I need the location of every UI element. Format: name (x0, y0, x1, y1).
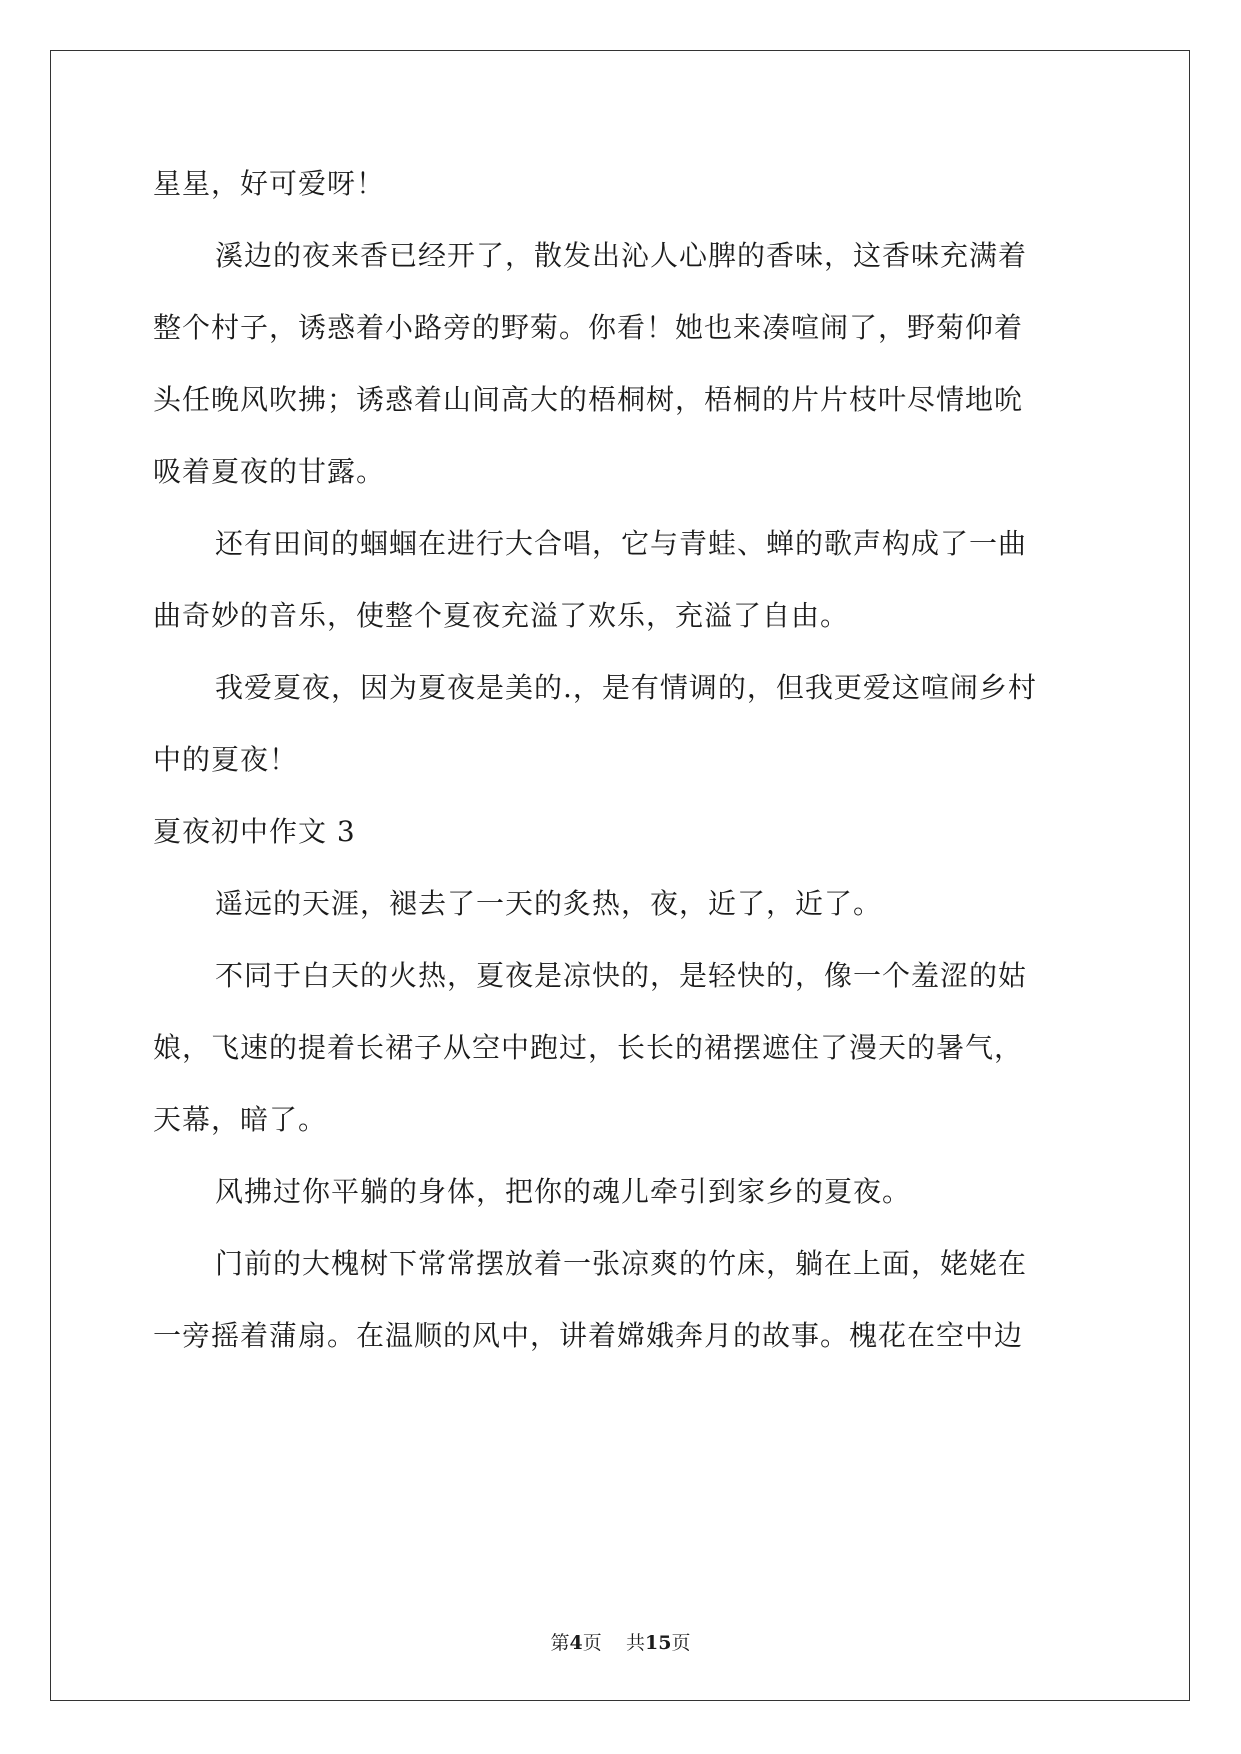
page-footer (0, 1631, 1241, 1655)
body-line: 天幕，暗了。 (153, 1103, 328, 1136)
body-line: 溪边的夜来香已经开了，散发出沁人心脾的香味，这香味充满着 (215, 239, 1028, 272)
body-line: 一旁摇着蒲扇。在温顺的风中，讲着嫦娥奔月的故事。槐花在空中边 (153, 1319, 1024, 1352)
body-line: 吸着夏夜的甘露。 (153, 455, 386, 488)
body-line: 门前的大槐树下常常摆放着一张凉爽的竹床，躺在上面，姥姥在 (215, 1247, 1028, 1280)
body-line: 遥远的天涯，褪去了一天的炙热，夜，近了，近了。 (215, 887, 883, 920)
body-line: 还有田间的蝈蝈在进行大合唱，它与青蛙、蝉的歌声构成了一曲 (215, 527, 1028, 560)
body-line: 风拂过你平躺的身体，把你的魂儿牵引到家乡的夏夜。 (215, 1175, 912, 1208)
current-page-number: 4 (569, 1632, 583, 1654)
footer-prefix: 第 (550, 1632, 570, 1654)
body-line: 不同于白天的火热，夏夜是凉快的，是轻快的，像一个羞涩的姑 (215, 959, 1028, 992)
page-border (50, 50, 1190, 1701)
footer-total-prefix: 共 (625, 1632, 645, 1654)
footer-page-suffix: 页 (582, 1632, 602, 1654)
section-heading: 夏夜初中作文 3 (153, 815, 356, 848)
body-line: 娘，飞速的提着长裙子从空中跑过，长长的裙摆遮住了漫天的暑气， (153, 1031, 1024, 1064)
body-line: 头任晚风吹拂；诱惑着山间高大的梧桐树，梧桐的片片枝叶尽情地吮 (153, 383, 1024, 416)
footer-total-suffix: 页 (671, 1632, 691, 1654)
body-line: 星星，好可爱呀！ (153, 167, 386, 200)
body-line: 整个村子，诱惑着小路旁的野菊。你看！她也来凑喧闹了，野菊仰着 (153, 311, 1024, 344)
body-line: 中的夏夜！ (153, 743, 299, 776)
body-line: 我爱夏夜，因为夏夜是美的.，是有情调的，但我更爱这喧闹乡村 (215, 671, 1037, 704)
body-line: 曲奇妙的音乐，使整个夏夜充溢了欢乐，充溢了自由。 (153, 599, 850, 632)
total-page-count: 15 (644, 1632, 672, 1654)
